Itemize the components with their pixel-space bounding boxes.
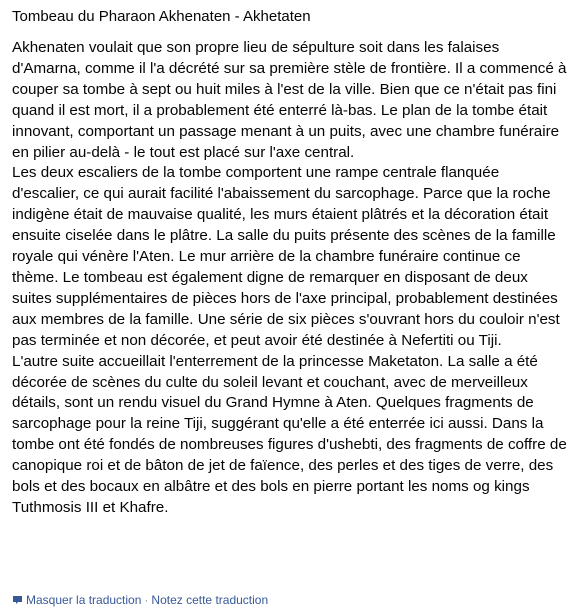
translation-footer [12,593,268,607]
translate-icon [12,594,23,605]
hide-translation-link[interactable]: Masquer la traduction [26,593,142,607]
paragraph-3: L'autre suite accueillait l'enterrement de la princesse Maketaton. La salle a été décorée de scènes du culte du soleil levant et couchant, avec de merveilleux détails, sont un rendu visuel du Grand Hymne à Aten. Quelques fragments de sarcophage pour la reine Tiji, suggérant qu'elle a été enterrée ici aussi. Dans la tombe ont été fondés de nombreuses figures d'ushebti, des fragments de coffre de canopique roi et de bâton de jet de faïence, des perles et des tiges de verre, des bols et des bocaux en albâtre et des bols en pierre portant les noms og kings Tuthmosis III et Khafre. [12,352,567,516]
post-body [12,38,568,519]
footer-separator: · [144,593,149,607]
post-title: Tombeau du Pharaon Akhenaten - Akhetaten [12,8,311,25]
paragraph-2: Les deux escaliers de la tombe comportent une rampe centrale flanquée d'escalier, ce qui aurait facilité l'abaissement du sarcophage. Parce que la roche indigène était de mauvaise qualité, les murs étaient plâtrés et la décoration était ensuite ciselée dans le plâtre. La salle du puits présente des scènes de la famille royale qui vénère l'Aten. Le mur arrière de la chambre funéraire continue ce thème. Le tombeau est également digne de remarquer en disposant de deux suites supplémentaires de pièces hors de l'axe principal, probablement destinées aux membres de la famille. Une série de six pièces s'ouvrant hors du couloir n'est pas terminée et non décorée, et peut avoir été destinée à Nefertiti ou Tiji. [12,164,560,349]
rate-translation-link[interactable]: Notez cette traduction [151,593,269,607]
paragraph-1: Akhenaten voulait que son propre lieu de sépulture soit dans les falaises d'Amarna, comme il l'a décrété sur sa première stèle de frontière. Il a commencé à couper sa tombe à sept ou huit miles à l'est de la ville. Bien que ce n'était pas fini quand il est mort, il a probablement été enterré là-bas. Le plan de la tombe était innovant, comportant un passage menant à un puits, avec une chambre funéraire en pilier au-delà - le tout est placé sur l'axe central. [12,39,567,161]
